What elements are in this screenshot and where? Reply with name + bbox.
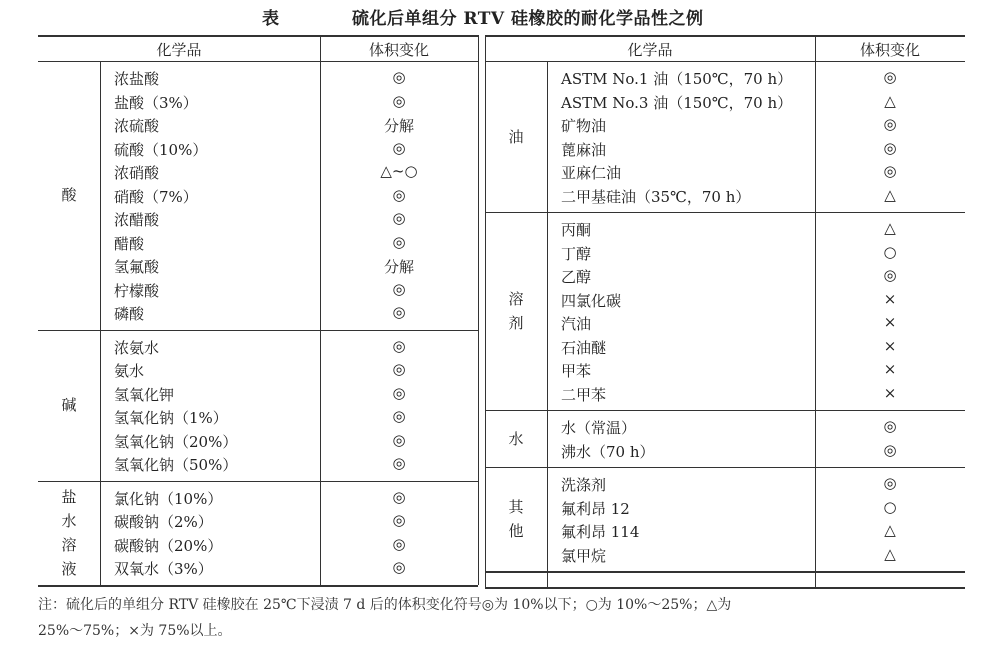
chemical-name: 盐酸（3%） bbox=[114, 93, 198, 112]
chemical-name: 氢氟酸 bbox=[114, 258, 160, 276]
chemical-name: 四氯化碳 bbox=[561, 291, 622, 310]
group-rule bbox=[38, 585, 478, 587]
volume-change-value: 分解 bbox=[383, 258, 414, 276]
chemical-name: 浓硝酸 bbox=[114, 164, 160, 182]
chemical-name: ASTM No.1 油（150℃，70 h） bbox=[561, 70, 793, 88]
chemical-name: 蓖麻油 bbox=[561, 140, 607, 159]
table-caption: 硫化后单组分 RTV 硅橡胶的耐化学品性之例 bbox=[352, 9, 704, 29]
volume-change-value: ◎ bbox=[392, 279, 406, 298]
volume-change-value: × bbox=[883, 360, 897, 378]
group-label: 碱 bbox=[61, 396, 77, 414]
chemical-name: 水（常温） bbox=[561, 419, 637, 437]
volume-change-value: ◎ bbox=[883, 417, 897, 435]
chemical-name: 矿物油 bbox=[561, 117, 607, 135]
volume-change-value: 分解 bbox=[383, 117, 414, 135]
volume-change-value: ◎ bbox=[392, 534, 406, 553]
chemical-name: 甲苯 bbox=[561, 362, 592, 380]
chemical-name: 丙酮 bbox=[561, 221, 592, 239]
right-table bbox=[485, 35, 965, 587]
column-divider bbox=[815, 35, 816, 587]
header-volume-change: 体积变化 bbox=[368, 41, 429, 59]
volume-change-value: × bbox=[883, 289, 897, 308]
group-rule bbox=[485, 410, 965, 411]
chemical-name: 浓硫酸 bbox=[114, 117, 160, 135]
chemical-name: 汽油 bbox=[561, 315, 592, 333]
chemical-name: 沸水（70 h） bbox=[561, 442, 655, 461]
chemical-name: 二甲基硅油（35℃，70 h） bbox=[561, 187, 751, 206]
chemical-name: 氢氧化钠（1%） bbox=[114, 409, 228, 427]
group-rule bbox=[38, 481, 478, 482]
volume-change-value: ◎ bbox=[392, 558, 406, 576]
chemical-name: 柠檬酸 bbox=[114, 281, 160, 300]
chemical-name: 石油醚 bbox=[561, 338, 607, 357]
chemical-name: 氯甲烷 bbox=[561, 546, 607, 565]
chemical-name: 硫酸（10%） bbox=[114, 140, 208, 159]
volume-change-value: × bbox=[883, 313, 897, 331]
volume-change-value: ◎ bbox=[392, 303, 406, 321]
chemical-name: 碳酸钠（20%） bbox=[114, 536, 223, 555]
table-edge bbox=[478, 35, 479, 585]
volume-change-value: ◎ bbox=[392, 487, 406, 506]
chemical-name: 浓盐酸 bbox=[114, 70, 160, 88]
volume-change-value: △ bbox=[884, 219, 896, 237]
table-top-rule bbox=[38, 35, 478, 37]
volume-change-value: ◎ bbox=[392, 511, 406, 529]
volume-change-value: ○ bbox=[883, 242, 897, 261]
volume-change-value: ◎ bbox=[883, 440, 897, 459]
volume-change-value: ◎ bbox=[883, 162, 897, 180]
chemical-name: 醋酸 bbox=[114, 234, 145, 253]
chemical-name: ASTM No.3 油（150℃，70 h） bbox=[561, 93, 793, 112]
chemical-name: 乙醇 bbox=[561, 268, 592, 286]
table-bottom-rule bbox=[485, 587, 965, 589]
header-rule bbox=[485, 61, 965, 62]
volume-change-value: ◎ bbox=[392, 360, 406, 378]
group-rule bbox=[485, 212, 965, 213]
column-divider bbox=[100, 61, 101, 585]
group-rule bbox=[485, 467, 965, 468]
volume-change-value: ◎ bbox=[883, 138, 897, 157]
group-label: 盐 水 溶 液 bbox=[61, 487, 77, 578]
table-top-rule bbox=[485, 35, 965, 37]
volume-change-value: △ bbox=[884, 185, 896, 204]
volume-change-value: ◎ bbox=[392, 454, 406, 472]
table-label: 表 bbox=[262, 9, 279, 29]
chemical-name: 氟利昂 114 bbox=[561, 523, 640, 541]
group-label: 酸 bbox=[61, 186, 77, 205]
volume-change-value: ◎ bbox=[392, 336, 406, 355]
footnote-line-2: 25%～75%；×为 75%以上。 bbox=[38, 623, 232, 639]
chemical-name: 氟利昂 12 bbox=[561, 499, 630, 518]
chemical-name: 丁醇 bbox=[561, 244, 592, 263]
column-divider bbox=[547, 61, 548, 587]
volume-change-value: △ bbox=[884, 91, 896, 110]
group-label: 油 bbox=[508, 127, 524, 146]
table-edge bbox=[485, 35, 486, 587]
header-chemical: 化学品 bbox=[627, 41, 673, 59]
volume-change-value: ◎ bbox=[392, 138, 406, 157]
volume-change-value: ◎ bbox=[883, 115, 897, 133]
volume-change-value: △~○ bbox=[380, 162, 418, 180]
volume-change-value: × bbox=[883, 383, 897, 402]
volume-change-value: △ bbox=[884, 544, 896, 563]
chemical-name: 碳酸钠（2%） bbox=[114, 513, 213, 531]
chemical-name: 浓醋酸 bbox=[114, 211, 160, 229]
chemical-name: 氢氧化钠（20%） bbox=[114, 432, 238, 451]
volume-change-value: ◎ bbox=[392, 407, 406, 425]
header-volume-change: 体积变化 bbox=[859, 41, 920, 59]
chemical-name: 亚麻仁油 bbox=[561, 164, 622, 182]
group-rule bbox=[485, 571, 965, 573]
volume-change-value: ◎ bbox=[392, 232, 406, 251]
volume-change-value: △ bbox=[884, 521, 896, 539]
volume-change-value: ◎ bbox=[392, 185, 406, 204]
volume-change-value: ◎ bbox=[392, 209, 406, 227]
chemical-name: 二甲苯 bbox=[561, 385, 607, 404]
group-label: 溶 剂 bbox=[508, 290, 524, 332]
column-divider bbox=[320, 35, 321, 585]
chemical-name: 双氧水（3%） bbox=[114, 560, 213, 578]
volume-change-value: ◎ bbox=[392, 430, 406, 449]
chemical-name: 磷酸 bbox=[114, 305, 145, 323]
footnote: 注：硫化后的单组分 RTV 硅橡胶在 25℃下浸渍 7 d 后的体积变化符号◎为 10%以下；○为 10%～25%；△为 bbox=[38, 597, 732, 613]
volume-change-value: × bbox=[883, 336, 897, 355]
volume-change-value: ◎ bbox=[883, 266, 897, 284]
chemical-name: 氢氧化钠（50%） bbox=[114, 456, 238, 474]
group-rule bbox=[38, 330, 478, 331]
chemical-name: 氢氧化钾 bbox=[114, 385, 175, 404]
volume-change-value: ◎ bbox=[883, 474, 897, 492]
group-label: 水 bbox=[508, 429, 524, 448]
volume-change-value: ◎ bbox=[392, 383, 406, 402]
chemical-name: 浓氨水 bbox=[114, 338, 160, 357]
header-chemical: 化学品 bbox=[156, 41, 202, 59]
header-rule bbox=[38, 61, 478, 62]
group-label: 其 他 bbox=[508, 498, 524, 540]
volume-change-value: ◎ bbox=[392, 68, 406, 86]
left-table bbox=[38, 35, 478, 585]
volume-change-value: ◎ bbox=[392, 91, 406, 110]
chemical-name: 氯化钠（10%） bbox=[114, 489, 223, 508]
chemical-name: 氨水 bbox=[114, 362, 145, 380]
chemical-name: 硝酸（7%） bbox=[114, 187, 198, 206]
chemical-name: 洗涤剂 bbox=[561, 476, 607, 494]
table-title bbox=[0, 4, 989, 28]
volume-change-value: ◎ bbox=[883, 68, 897, 86]
volume-change-value: ○ bbox=[883, 497, 897, 516]
